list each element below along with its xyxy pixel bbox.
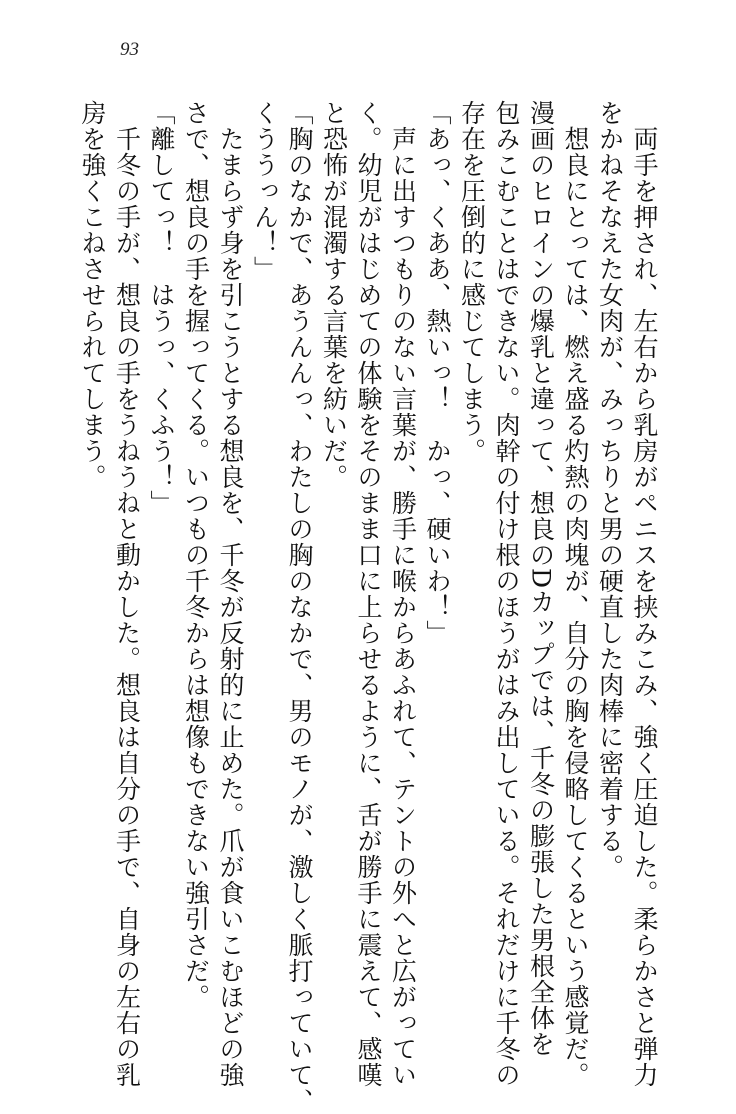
- novel-body-text: [75, 100, 662, 1114]
- page-number: 93: [120, 39, 139, 60]
- text-line: くううっん！」: [250, 100, 280, 282]
- text-line: と恐怖が混濁する言葉を紡いだ。: [319, 100, 349, 490]
- text-line: 千冬の手が、想良の手をうねうねと動かした。想良は自分の手で、自身の左右の乳: [112, 100, 142, 1088]
- text-line: 想良にとっては、燃え盛る灼熱の肉塊が、自分の胸を侵略してくるという感覚だ。: [561, 100, 590, 1088]
- text-line: 両手を押され、左右から乳房がペニスを挟みこみ、強く圧迫した。柔らかさと弾力: [630, 100, 659, 1088]
- text-line: 声に出すつもりのない言葉が、勝手に喉からあふれて、テントの外へと広がってい: [388, 100, 418, 1088]
- text-line: 包みこむことはできない。肉幹の付け根のほうがはみ出している。それだけに千冬の: [492, 100, 521, 1088]
- text-line: 存在を圧倒的に感じてしまう。: [457, 100, 487, 464]
- text-line: 「離してっ！ はうっ、くふう！」: [147, 100, 176, 516]
- text-line: 「あっ、くああ、熱いっ！ かっ、硬いわ！」: [423, 100, 452, 646]
- text-line: く。幼児がはじめての体験をそのまま口に上らせるように、舌が勝手に震えて、感嘆: [354, 100, 383, 1088]
- text-line: さで、想良の手を握ってくる。いつもの千冬からは想像もできない強引さだ。: [181, 100, 211, 1010]
- text-line: 房を強くこねさせられてしまう。: [78, 100, 107, 490]
- text-line: 漫画のヒロインの爆乳と違って、想良のDカップでは、千冬の膨張した男根全体を: [526, 100, 556, 1058]
- text-line: 「胸のなかで、あうんんっ、わたしの胸のなかで、男のモノが、激しく脈打っていて、: [285, 100, 314, 1114]
- text-line: をかねそなえた女肉が、みっちりと男の硬直した肉棒に密着する。: [595, 100, 625, 880]
- text-line: たまらず身を引こうとする想良を、千冬が反射的に止めた。爪が食いこむほどの強: [216, 100, 245, 1088]
